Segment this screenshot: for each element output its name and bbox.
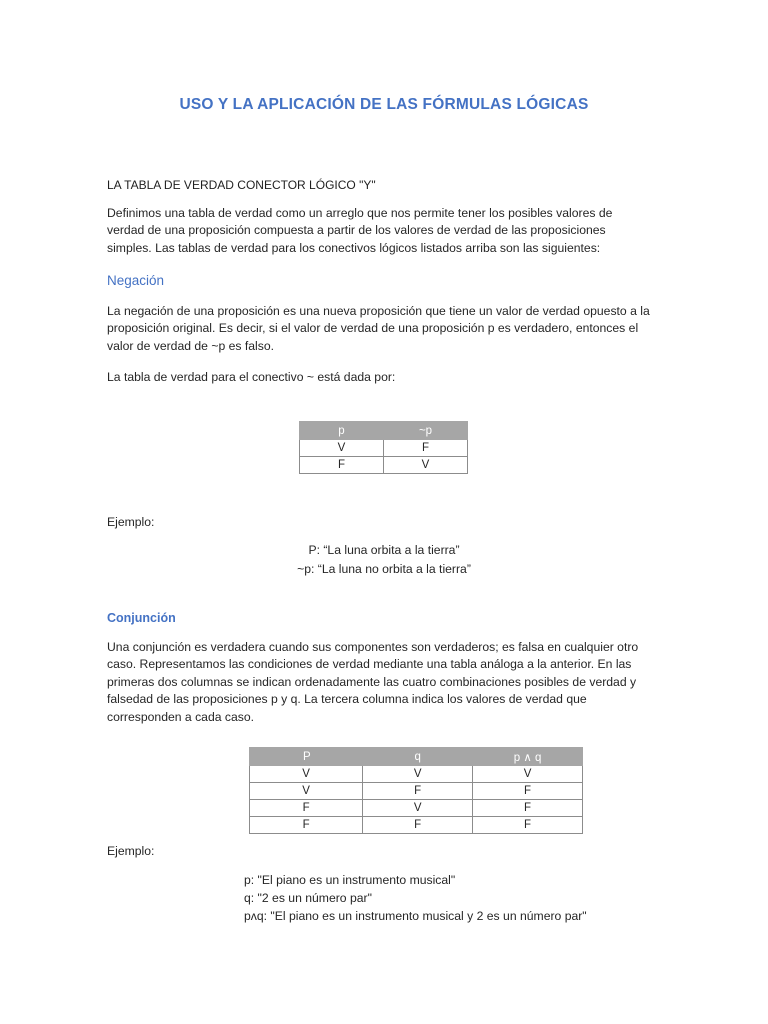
negation-example-line: ~p: “La luna no orbita a la tierra” — [297, 562, 471, 576]
conjunction-line: caso. Representamos las condiciones de verdad mediante una tabla análoga a la anterior. En las — [107, 657, 632, 672]
conjunction-line: falsedad de las proposiciones p y q. La tercera columna indica los valores de verdad que — [107, 692, 587, 707]
table-header-cell: P — [250, 748, 363, 766]
negation-heading: Negación — [107, 273, 165, 288]
table-cell: F — [300, 457, 384, 474]
negation-line: proposición original. Es decir, si el valor de verdad de una proposición p es verdadero, entonces el — [107, 321, 639, 336]
intro-line: Definimos una tabla de verdad como un arreglo que nos permite tener los posibles valores de — [107, 206, 613, 220]
negation-table-intro: La tabla de verdad para el conectivo ~ está dada por: — [107, 370, 396, 384]
table-header-row — [300, 422, 468, 440]
conjunction-example — [244, 871, 587, 925]
table-header-row — [250, 748, 583, 766]
conjunction-line: Una conjunción es verdadera cuando sus componentes son verdaderos; es falsa en cualquier otro — [107, 640, 639, 654]
table-cell: F — [473, 783, 583, 800]
table-row — [250, 800, 583, 817]
table-cell: F — [473, 817, 583, 834]
table-cell: V — [363, 800, 473, 817]
negation-line: La negación de una proposición es una nueva proposición que tiene un valor de verdad opuesto a la — [107, 304, 650, 318]
negation-truth-table — [299, 421, 468, 474]
section-label: LA TABLA DE VERDAD CONECTOR LÓGICO "Y" — [107, 178, 376, 192]
conjunction-example-line: p: "El piano es un instrumento musical" — [244, 873, 456, 887]
table-header-cell: p ∧ q — [473, 748, 583, 766]
table-cell: V — [300, 440, 384, 457]
table-row — [300, 457, 468, 474]
conjunction-line: corresponden a cada caso. — [107, 709, 255, 724]
conjunction-example-label: Ejemplo: — [107, 844, 155, 858]
table-cell: F — [363, 817, 473, 834]
intro-paragraph — [107, 205, 662, 257]
table-row — [300, 440, 468, 457]
table-row — [250, 817, 583, 834]
conjunction-paragraph — [107, 639, 662, 726]
table-cell: V — [384, 457, 468, 474]
table-cell: F — [363, 783, 473, 800]
table-cell: F — [250, 800, 363, 817]
negation-example-line: P: “La luna orbita a la tierra” — [308, 543, 460, 557]
negation-paragraph — [107, 303, 662, 355]
negation-line: valor de verdad de ~p es falso. — [107, 338, 275, 353]
table-header-cell: p — [300, 422, 384, 440]
conjunction-truth-table — [249, 747, 583, 834]
conjunction-line: primeras dos columnas se indican ordenadamente las cuatro combinaciones posibles de verdad y — [107, 674, 637, 689]
conjunction-example-line: pᴧq: "El piano es un instrumento musical y 2 es un número par" — [244, 909, 587, 923]
table-cell: V — [363, 766, 473, 783]
conjunction-example-line: q: "2 es un número par" — [244, 891, 372, 905]
intro-line: verdad de una proposición compuesta a partir de los valores de verdad de las proposiciones — [107, 223, 606, 238]
negation-example-label: Ejemplo: — [107, 515, 155, 529]
intro-line: simples. Las tablas de verdad para los conectivos lógicos listados arriba son las siguientes: — [107, 240, 601, 255]
table-cell: V — [473, 766, 583, 783]
table-row — [250, 783, 583, 800]
table-cell: F — [473, 800, 583, 817]
table-cell: F — [384, 440, 468, 457]
table-cell: F — [250, 817, 363, 834]
conjunction-heading: Conjunción — [107, 611, 176, 625]
table-cell: V — [250, 766, 363, 783]
table-header-cell: q — [363, 748, 473, 766]
table-cell: V — [250, 783, 363, 800]
table-row — [250, 766, 583, 783]
table-header-cell: ~p — [384, 422, 468, 440]
page-title: USO Y LA APLICACIÓN DE LAS FÓRMULAS LÓGICAS — [179, 96, 589, 113]
